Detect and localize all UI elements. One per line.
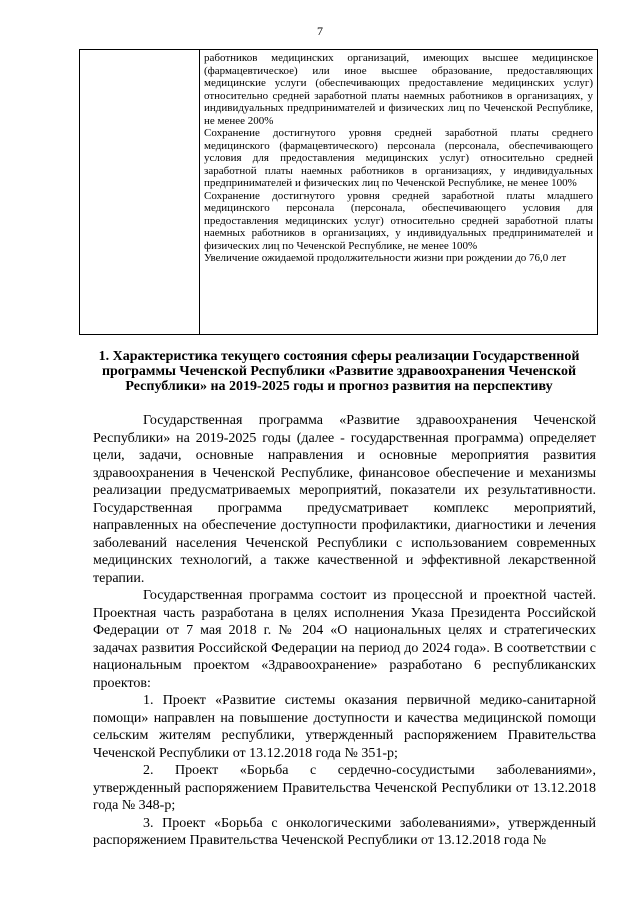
table-item: Сохранение достигнутого уровня средней заработной платы младшего медицинского персонала (персонала, обеспечивающего условия для предоставления медицинских услуг) относительно средней заработной платы наемных работников в организациях, у индивидуальных предпринимателей и физических лиц по Чеченской Республике, не менее 100% — [204, 189, 593, 252]
results-table — [79, 49, 598, 335]
table-label-cell — [80, 50, 200, 334]
body-text — [93, 412, 596, 850]
table-item: работников медицинских организаций, имеющих высшее медицинское (фармацевтическое) или иное высшее образование, предоставляющих медицинские услуги (обеспечивающих предоставление медицинских услуг) относительно средней заработной платы наемных работников в организациях, у индивидуальных предпринимателей и физических лиц по Чеченской Республике, не менее 200% — [204, 52, 593, 127]
table-value-cell — [200, 50, 597, 334]
paragraph: Государственная программа «Развитие здравоохранения Чеченской Республики» на 2019-2025 годы (далее - государственная программа) определяет цели, задачи, основные направления и основные мероприятия развития здравоохранения в Чеченской Республике, финансовое обеспечение и механизмы реализации предусматриваемых мероприятий, показатели их результативности. Государственная программа предусматривает комплекс мероприятий, направленных на обеспечение доступности профилактики, диагностики и лечения заболеваний населения Чеченской Республики с использованием современных медицинских технологий, а также качественной и эффективной лекарственной терапии. — [93, 413, 596, 586]
table-item: Сохранение достигнутого уровня средней заработной платы среднего медицинского (фармацевтического) персонала (персонала, обеспечивающего условия для предоставления медицинских услуг) относительно средней заработной платы наемных работников в организациях, у индивидуальных предпринимателей и физических лиц по Чеченской Республике, не менее 100% — [204, 127, 593, 189]
table-item: Увеличение ожидаемой продолжительности жизни при рождении до 76,0 лет — [204, 252, 567, 264]
paragraph: 3. Проект «Борьба с онкологическими заболеваниями», утвержденный распоряжением Правительства Чеченской Республики от 13.12.2018 года № — [93, 815, 596, 848]
page-number: 7 — [317, 24, 323, 38]
paragraph: Государственная программа состоит из процессной и проектной частей. Проектная часть разработана в целях исполнения Указа Президента Российской Федерации от 7 мая 2018 г. № 204 «О национальных целях и стратегических задачах развития Российской Федерации на период до 2024 года». В соответствии с национальным проектом «Здравоохранение» разработано 6 республиканских проектов: — [93, 588, 596, 691]
section-heading: 1. Характеристика текущего состояния сферы реализации Государственной программы Чеченской Республики «Развитие здравоохранения Чеченской Республики» на 2019-2025 годы и прогноз развития на перспективу — [98, 349, 580, 394]
paragraph: 2. Проект «Борьба с сердечно-сосудистыми заболеваниями», утвержденный распоряжением Правительства Чеченской Республики от 13.12.2018 года № 348-р; — [93, 763, 596, 813]
paragraph: 1. Проект «Развитие системы оказания первичной медико-санитарной помощи» направлен на повышение доступности и качества медицинской помощи сельским жителям республики, утвержденный распоряжением Правительства Чеченской Республики от 13.12.2018 года № 351-р; — [93, 693, 596, 761]
